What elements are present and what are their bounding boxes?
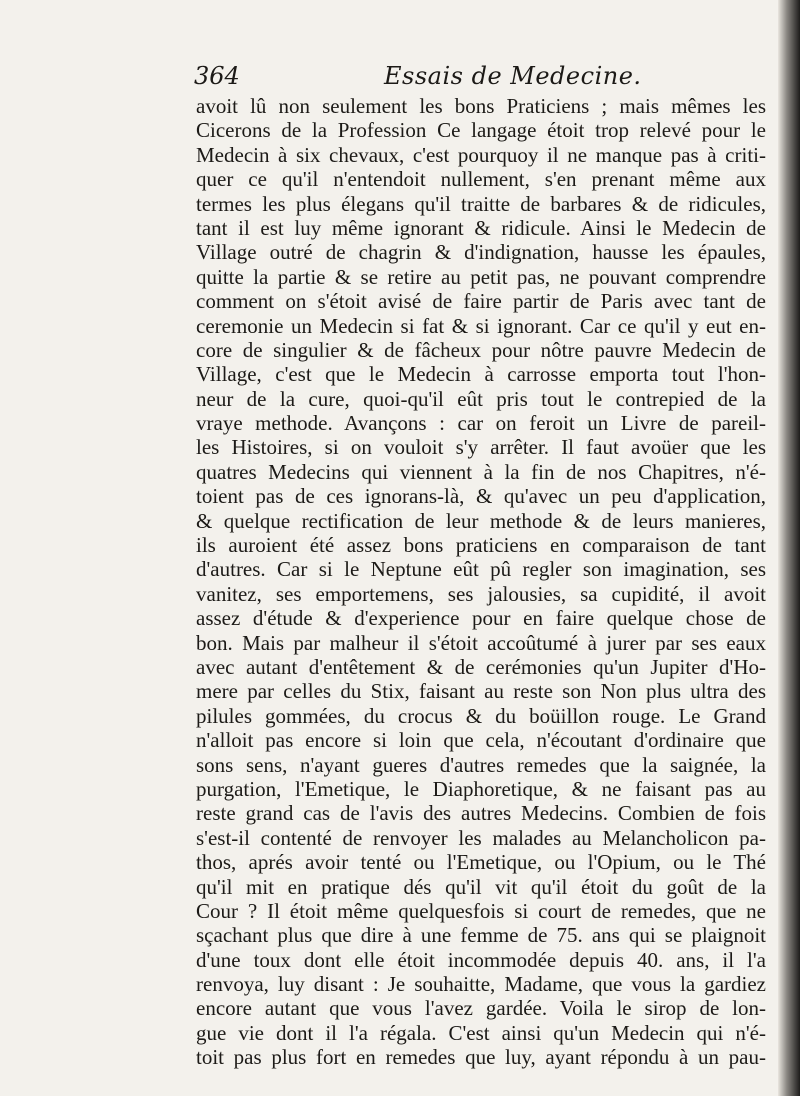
text-line: Village outré de chagrin & d'indignation, hausse les épaules, — [196, 240, 766, 265]
text-line: n'alloit pas encore si loin que cela, n'écoutant d'ordinaire que — [196, 728, 766, 753]
running-title: Essais de Medecine. — [384, 62, 642, 90]
text-line: s'est-il contenté de renvoyer les malades au Melancholicon pa- — [196, 825, 766, 850]
text-line: tant il est luy même ignorant & ridicule. Ainsi le Medecin de — [196, 215, 766, 240]
text-line: Village, c'est que le Medecin à carrosse emporta tout l'hon- — [196, 362, 766, 387]
text-line: avoit lû non seulement les bons Praticiens ; mais mêmes les — [196, 94, 766, 118]
text-line: sçachant plus que dire à une femme de 75. ans qui se plaignoit — [196, 923, 766, 948]
text-line: Medecin à six chevaux, c'est pourquoy il ne manque pas à criti- — [196, 142, 766, 167]
text-line: quatres Medecins qui viennent à la fin de nos Chapitres, n'é- — [196, 459, 766, 484]
body-text — [196, 94, 766, 1070]
text-line: d'autres. Car si le Neptune eût pû regler son imagination, ses — [196, 557, 766, 582]
text-line: d'une toux dont elle étoit incommodée depuis 40. ans, il l'a — [196, 947, 766, 972]
text-line: assez d'étude & d'experience pour en faire quelque chose de — [196, 606, 766, 631]
text-line: ceremonie un Medecin si fat & si ignorant. Car ce qu'il y eut en- — [196, 313, 766, 338]
binding-gutter — [778, 0, 800, 1096]
text-line: bon. Mais par malheur il s'étoit accoûtumé à jurer par ses eaux — [196, 630, 766, 655]
text-line: sons sens, n'ayant gueres d'autres remedes que la saignée, la — [196, 752, 766, 777]
text-line: Cicerons de la Profession Ce langage étoit trop relevé pour le — [196, 118, 766, 143]
text-line: mere par celles du Stix, faisant au reste son Non plus ultra des — [196, 679, 766, 704]
text-line: purgation, l'Emetique, le Diaphoretique, & ne faisant pas au — [196, 776, 766, 801]
page-number: 364 — [194, 62, 240, 90]
text-line: vanitez, ses emportemens, ses jalousies, sa cupidité, il avoit — [196, 581, 766, 606]
text-line: comment on s'étoit avisé de faire partir de Paris avec tant de — [196, 289, 766, 314]
text-line: toit pas plus fort en remedes que luy, ayant répondu à un pau- — [196, 1045, 766, 1070]
text-line: pilules gommées, du crocus & du boüillon rouge. Le Grand — [196, 703, 766, 728]
text-line: core de singulier & de fâcheux pour nôtre pauvre Medecin de — [196, 337, 766, 362]
text-line: thos, aprés avoir tenté ou l'Emetique, ou l'Opium, ou le Thé — [196, 850, 766, 875]
text-line: qu'il mit en pratique dés qu'il vit qu'il étoit du goût de la — [196, 874, 766, 899]
text-line: quer ce qu'il n'entendoit nullement, s'en prenant même aux — [196, 167, 766, 192]
text-line: vraye methode. Avançons : car on feroit un Livre de pareil- — [196, 411, 766, 436]
text-line: ils auroient été assez bons praticiens en comparaison de tant — [196, 533, 766, 558]
text-line: renvoya, luy disant : Je souhaitte, Madame, que vous la gardiez — [196, 972, 766, 997]
text-line: neur de la cure, quoi-qu'il eût pris tout le contrepied de la — [196, 386, 766, 411]
page-header — [194, 62, 754, 96]
text-line: Cour ? Il étoit même quelquesfois si court de remedes, que ne — [196, 898, 766, 923]
text-line: termes les plus élegans qu'il traitte de barbares & de ridicules, — [196, 191, 766, 216]
text-line: toient pas de ces ignorans-là, & qu'avec un peu d'application, — [196, 484, 766, 509]
text-line: & quelque rectification de leur methode & de leurs manieres, — [196, 508, 766, 533]
text-line: avec autant d'entêtement & de cerémonies qu'un Jupiter d'Ho- — [196, 654, 766, 679]
text-line: reste grand cas de l'avis des autres Medecins. Combien de fois — [196, 801, 766, 826]
text-line: encore autant que vous l'avez gardée. Voila le sirop de lon- — [196, 996, 766, 1021]
text-line: gue vie dont il l'a régala. C'est ainsi qu'un Medecin qui n'é- — [196, 1020, 766, 1045]
text-line: quitte la partie & se retire au petit pas, ne pouvant comprendre — [196, 264, 766, 289]
text-line: les Histoires, si on vouloit s'y arrêter. Il faut avoüer que les — [196, 435, 766, 460]
